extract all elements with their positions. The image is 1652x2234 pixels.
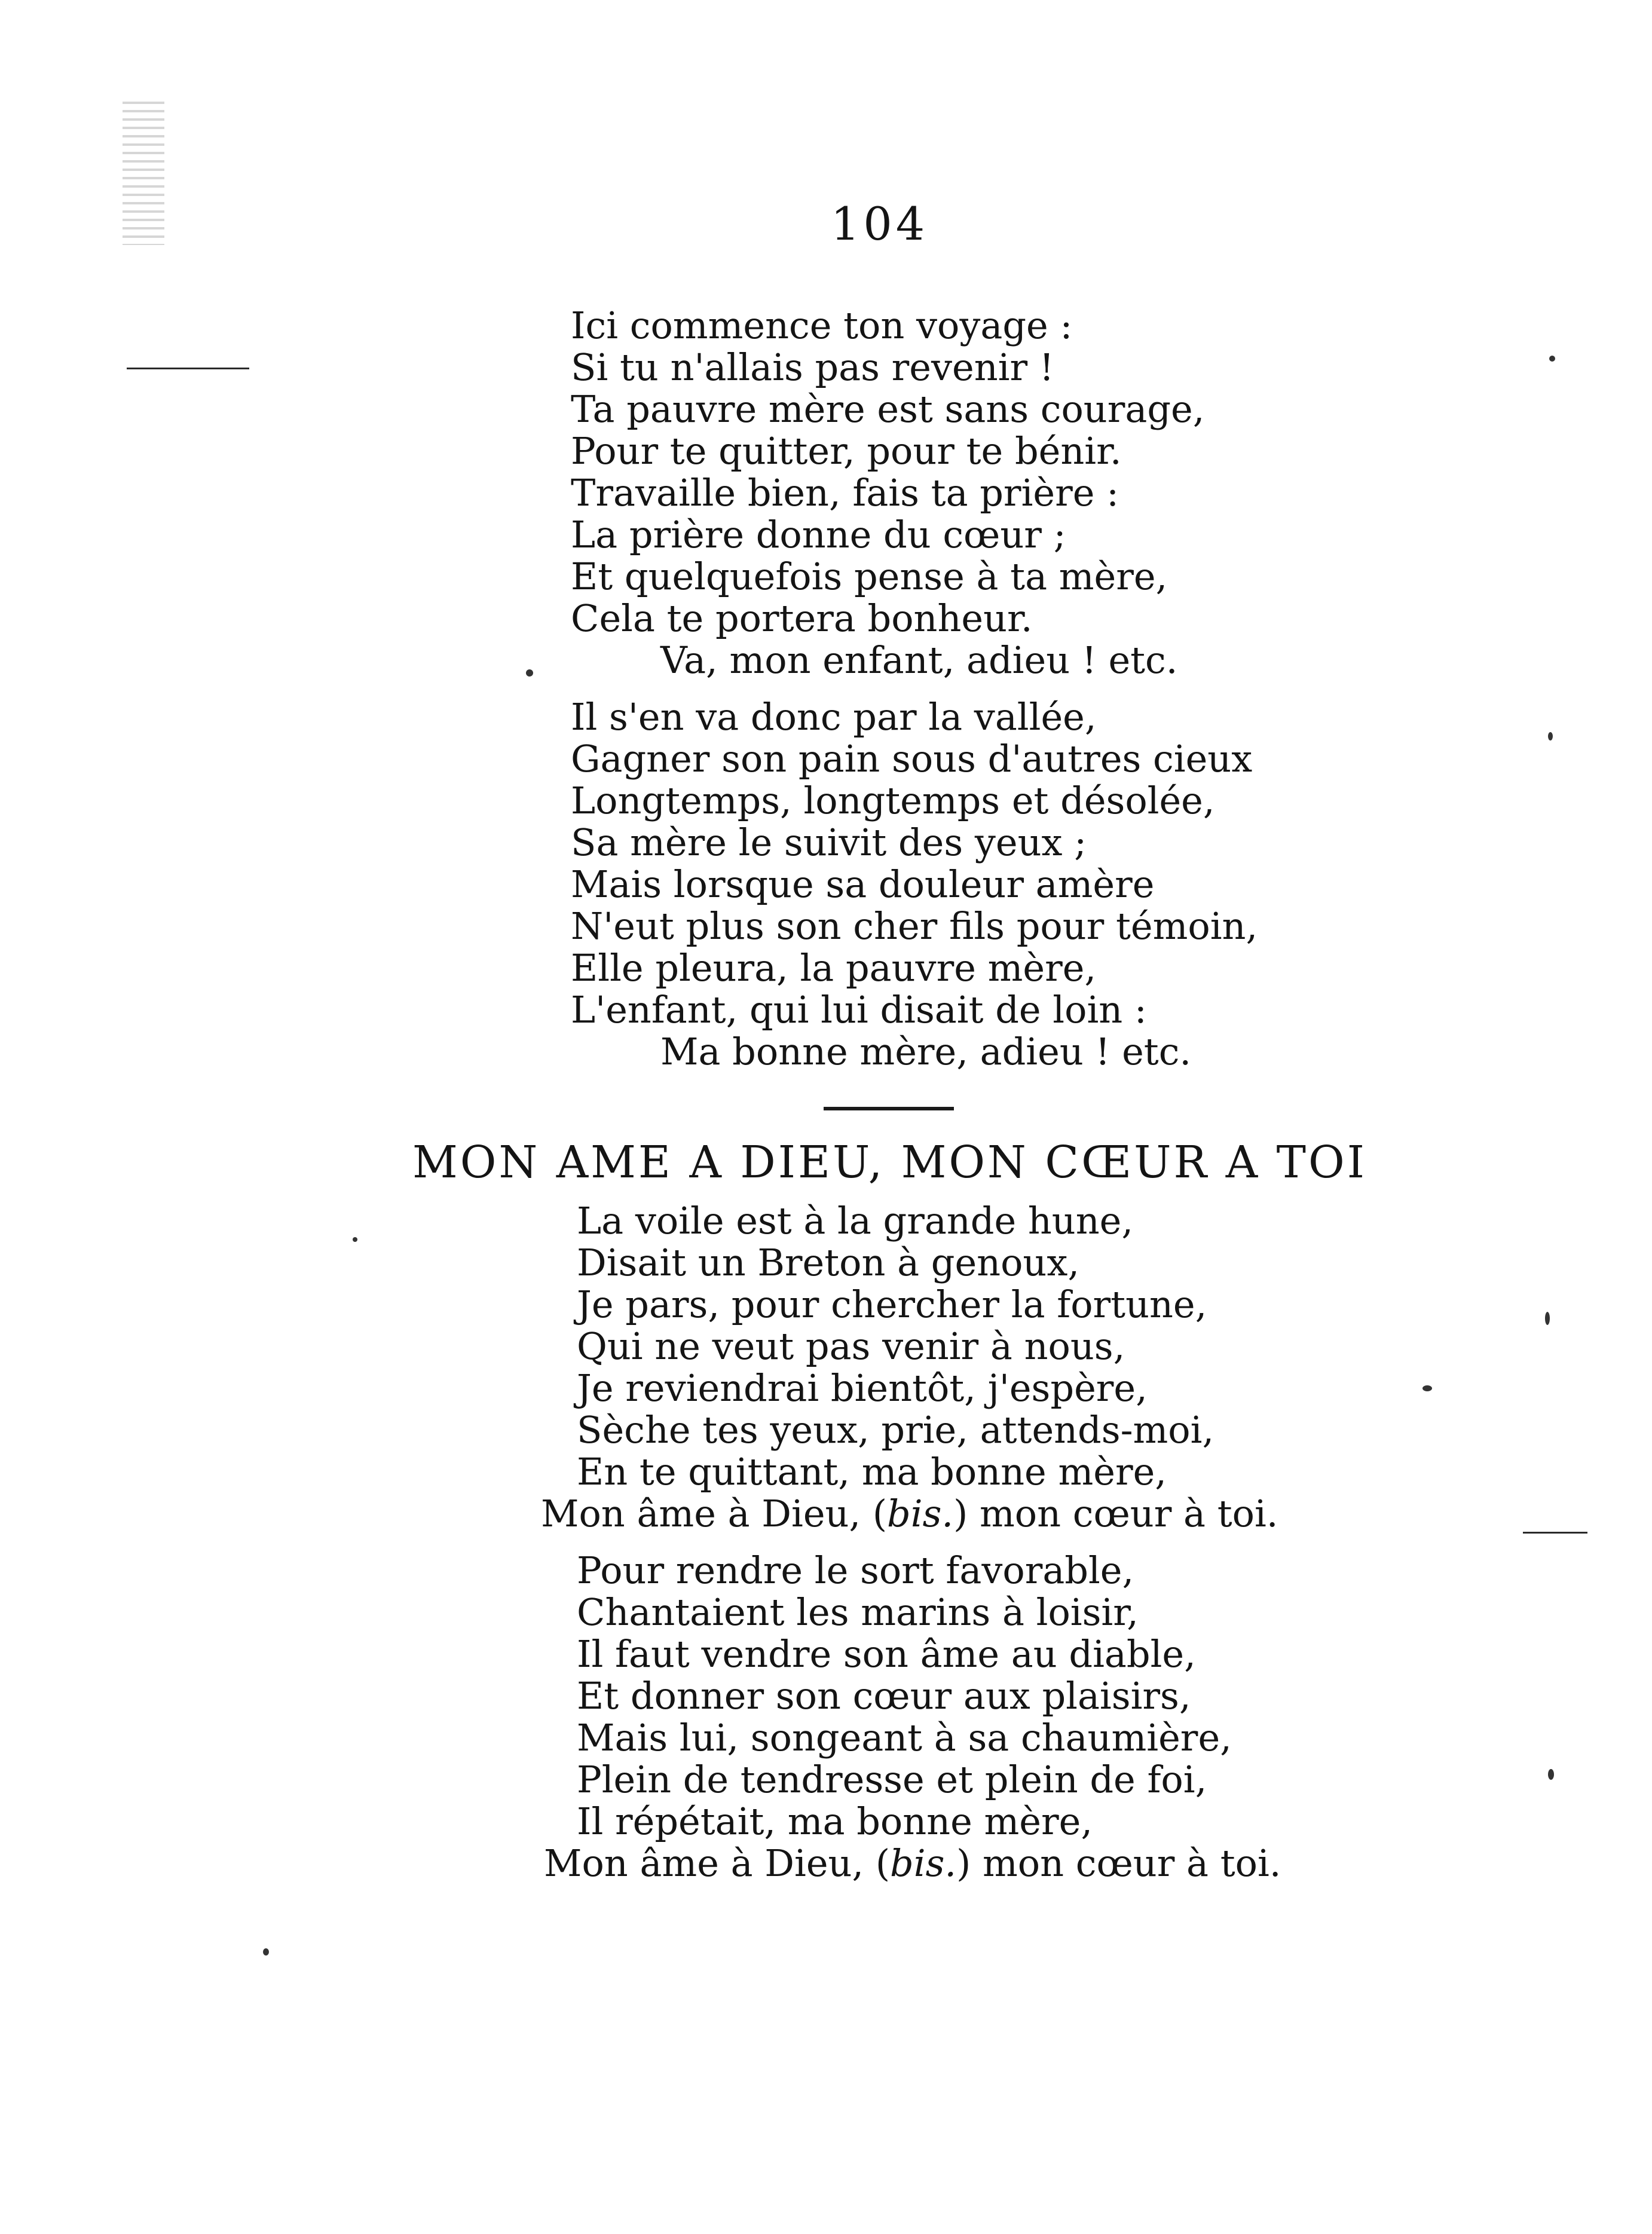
refrain-text: Mon âme à Dieu, (	[541, 1492, 888, 1535]
verse-line: Qui ne veut pas venir à nous,	[577, 1324, 1125, 1368]
refrain-bis: bis.	[887, 1492, 954, 1535]
stanza	[571, 696, 1258, 1073]
stanza	[544, 1549, 1281, 1885]
refrain-line: Va, mon enfant, adieu ! etc.	[660, 638, 1178, 682]
verse-line: Chantaient les marins à loisir,	[577, 1590, 1139, 1634]
verse-line: Si tu n'allais pas revenir !	[571, 345, 1054, 389]
verse-line: Mais lorsque sa douleur amère	[571, 862, 1155, 906]
refrain-bis: bis.	[890, 1841, 957, 1885]
refrain-line	[541, 1493, 1278, 1535]
verse-line: Ta pauvre mère est sans courage,	[571, 387, 1205, 431]
verse-line: Sa mère le suivit des yeux ;	[571, 821, 1087, 864]
page-number: 104	[831, 197, 929, 250]
ink-speck	[1545, 1312, 1550, 1325]
ink-speck	[353, 1237, 357, 1242]
verse-line: Et donner son cœur aux plaisirs,	[577, 1674, 1191, 1718]
stanza	[571, 305, 1204, 681]
verse-line: Mais lui, songeant à sa chaumière,	[577, 1716, 1232, 1759]
verse-line: Plein de tendresse et plein de foi,	[577, 1758, 1207, 1801]
stanza	[541, 1199, 1278, 1535]
refrain-line	[544, 1843, 1281, 1884]
verse-line: Je reviendrai bientôt, j'espère,	[577, 1366, 1148, 1410]
verse-line: La prière donne du cœur ;	[571, 513, 1066, 556]
verse-line: Sèche tes yeux, prie, attends-moi,	[577, 1408, 1214, 1452]
verse-line: N'eut plus son cher fils pour témoin,	[571, 904, 1258, 948]
verse-line: En te quittant, ma bonne mère,	[577, 1450, 1167, 1494]
verse-line: Elle pleura, la pauvre mère,	[571, 946, 1097, 990]
verse-line: Et quelquefois pense à ta mère,	[571, 555, 1168, 598]
refrain-text: ) mon cœur à toi.	[953, 1492, 1278, 1535]
ink-speck	[263, 1948, 269, 1955]
scan-edge-mark	[123, 102, 164, 245]
margin-rule-left	[127, 368, 249, 369]
ink-speck	[1548, 1769, 1554, 1780]
ink-speck	[1549, 356, 1555, 362]
verse-line: Pour te quitter, pour te bénir.	[571, 429, 1122, 473]
verse-line: Disait un Breton à genoux,	[577, 1241, 1080, 1284]
verse-line: Longtemps, longtemps et désolée,	[571, 779, 1215, 822]
section-divider	[824, 1107, 954, 1110]
refrain-text: Mon âme à Dieu, (	[544, 1841, 891, 1885]
refrain-text: ) mon cœur à toi.	[956, 1841, 1281, 1885]
verse-line: Il répétait, ma bonne mère,	[577, 1800, 1093, 1843]
ink-speck	[1422, 1385, 1432, 1391]
verse-line: Pour rendre le sort favorable,	[577, 1549, 1134, 1592]
verse-line: Je pars, pour chercher la fortune,	[577, 1283, 1207, 1326]
ink-speck	[526, 669, 533, 677]
verse-line: Il faut vendre son âme au diable,	[577, 1632, 1196, 1676]
song-title: MON AME A DIEU, MON CŒUR A TOI	[412, 1137, 1367, 1188]
verse-line: Gagner son pain sous d'autres cieux	[571, 737, 1253, 781]
verse-line: Ici commence ton voyage :	[571, 304, 1073, 347]
verse-line: L'enfant, qui lui disait de loin :	[571, 988, 1147, 1032]
verse-line: Il s'en va donc par la vallée,	[571, 695, 1097, 739]
verse-line: La voile est à la grande hune,	[577, 1199, 1134, 1243]
verse-line: Cela te portera bonheur.	[571, 596, 1033, 640]
refrain-line: Ma bonne mère, adieu ! etc.	[660, 1030, 1192, 1073]
ink-speck	[1548, 732, 1553, 740]
margin-rule-right	[1523, 1532, 1587, 1534]
verse-line: Travaille bien, fais ta prière :	[571, 471, 1119, 515]
